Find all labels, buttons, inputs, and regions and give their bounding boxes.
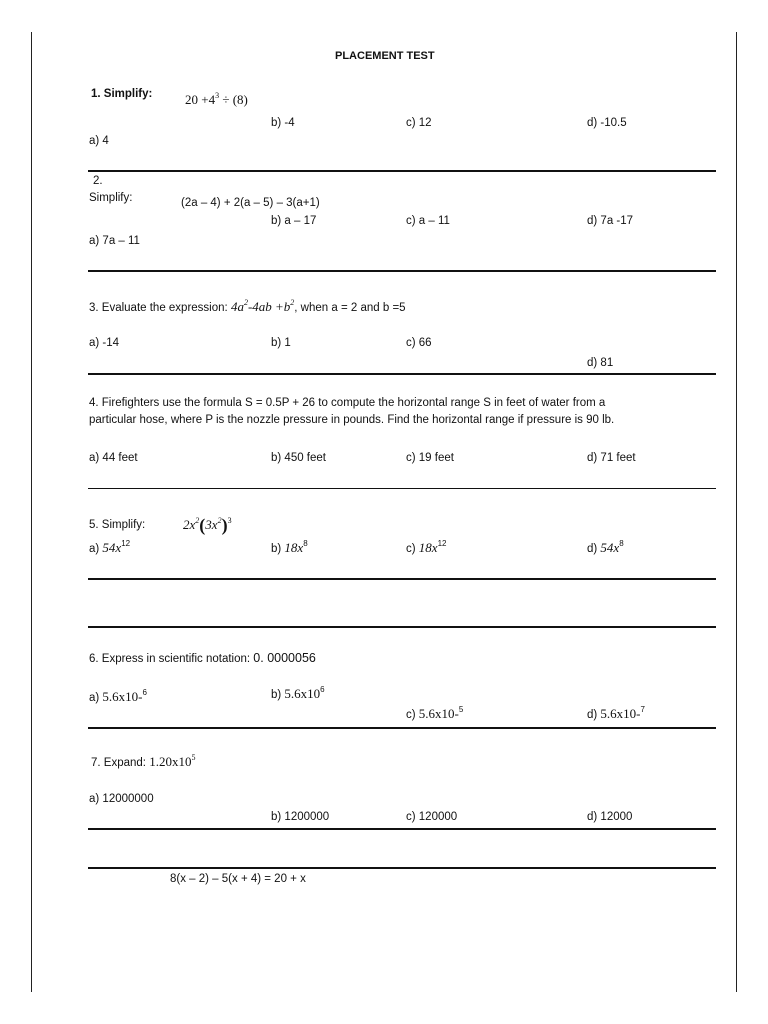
q2-label: Simplify: (89, 192, 133, 204)
q3-prompt: 3. Evaluate the expression: $4a^2-4ab +b^2$, when a = 2 and b =5 (89, 298, 406, 314)
q4-text-line-1: 4. Firefighters use the formula S = 0.5P + 26 to compute the horizontal range S in feet of water from a (89, 397, 606, 409)
divider (88, 828, 716, 830)
q1-option-a[interactable]: a) 4 (89, 135, 109, 147)
q7-option-b[interactable]: b) 1200000 (271, 811, 330, 823)
q3-option-a[interactable]: a) -14 (89, 337, 120, 349)
page-title: PLACEMENT TEST (335, 50, 435, 62)
q1-option-c[interactable]: c) 12 (406, 117, 432, 129)
q6-option-c[interactable]: c) 5.6x10-$^5$ (406, 705, 464, 721)
q2-option-c[interactable]: c) a – 11 (406, 215, 450, 227)
q2-expression: (2a – 4) + 2(a – 5) – 3(a+1) (181, 197, 320, 209)
divider (88, 578, 716, 580)
q6-option-d[interactable]: d) 5.6x10-$^7$ (587, 705, 645, 721)
right-margin-line (736, 32, 737, 992)
q5-expression: $2x^2(3x^2)^3$ (183, 515, 232, 535)
divider (88, 373, 716, 375)
q3-expression: $4a^2-4ab +b^2$ (230, 298, 295, 314)
q3-option-b[interactable]: b) 1 (271, 337, 291, 349)
q1-option-b[interactable]: b) -4 (271, 117, 295, 129)
q4-option-a[interactable]: a) 44 feet (89, 452, 138, 464)
q2-option-a[interactable]: a) 7a – 11 (89, 235, 140, 247)
q3-option-c[interactable]: c) 66 (406, 337, 432, 349)
q2-option-d[interactable]: d) 7a -17 (587, 215, 634, 227)
q8-equation: 8(x – 2) – 5(x + 4) = 20 + x (170, 873, 306, 885)
q6-option-b[interactable]: b) $5.6x10^6$ (271, 685, 325, 701)
q7-prompt: 7. Expand: $1.20x10^5$ (91, 753, 196, 769)
divider (88, 488, 716, 489)
q5-option-d[interactable]: d) $54x^8$ (587, 539, 624, 555)
divider (88, 626, 716, 628)
q1-label: 1. Simplify: (91, 88, 153, 100)
q1-expression: $20 +4^3 \div (8)$ (185, 91, 248, 107)
q7-expression: $1.20x10^5$ (149, 753, 196, 769)
q4-option-c[interactable]: c) 19 feet (406, 452, 454, 464)
q6-value: 0. 0000056 (253, 651, 316, 665)
q5-option-b[interactable]: b) $18x^8$ (271, 539, 308, 555)
q5-option-a[interactable]: a) $54x^{12}$ (89, 539, 131, 555)
left-margin-line (31, 32, 32, 992)
q2-number: 2. (93, 175, 103, 187)
q4-text-line-2: particular hose, where P is the nozzle pressure in pounds. Find the horizontal range if pressure is 90 lb. (89, 414, 615, 426)
q6-option-a[interactable]: a) 5.6x10-$^6$ (89, 688, 147, 704)
q5-option-c[interactable]: c) $18x^{12}$ (406, 539, 447, 555)
q4-option-d[interactable]: d) 71 feet (587, 452, 636, 464)
q1-option-d[interactable]: d) -10.5 (587, 117, 627, 129)
divider (88, 270, 716, 272)
q3-option-d[interactable]: d) 81 (587, 357, 614, 369)
q6-prompt: 6. Express in scientific notation: 0. 0000056 (89, 651, 316, 665)
q2-option-b[interactable]: b) a – 17 (271, 215, 317, 227)
q5-label: 5. Simplify: (89, 519, 146, 531)
q7-option-d[interactable]: d) 12000 (587, 811, 633, 823)
divider (88, 170, 716, 172)
q7-option-c[interactable]: c) 120000 (406, 811, 458, 823)
q4-option-b[interactable]: b) 450 feet (271, 452, 326, 464)
q7-option-a[interactable]: a) 12000000 (89, 793, 154, 805)
divider (88, 867, 716, 869)
divider (88, 727, 716, 729)
